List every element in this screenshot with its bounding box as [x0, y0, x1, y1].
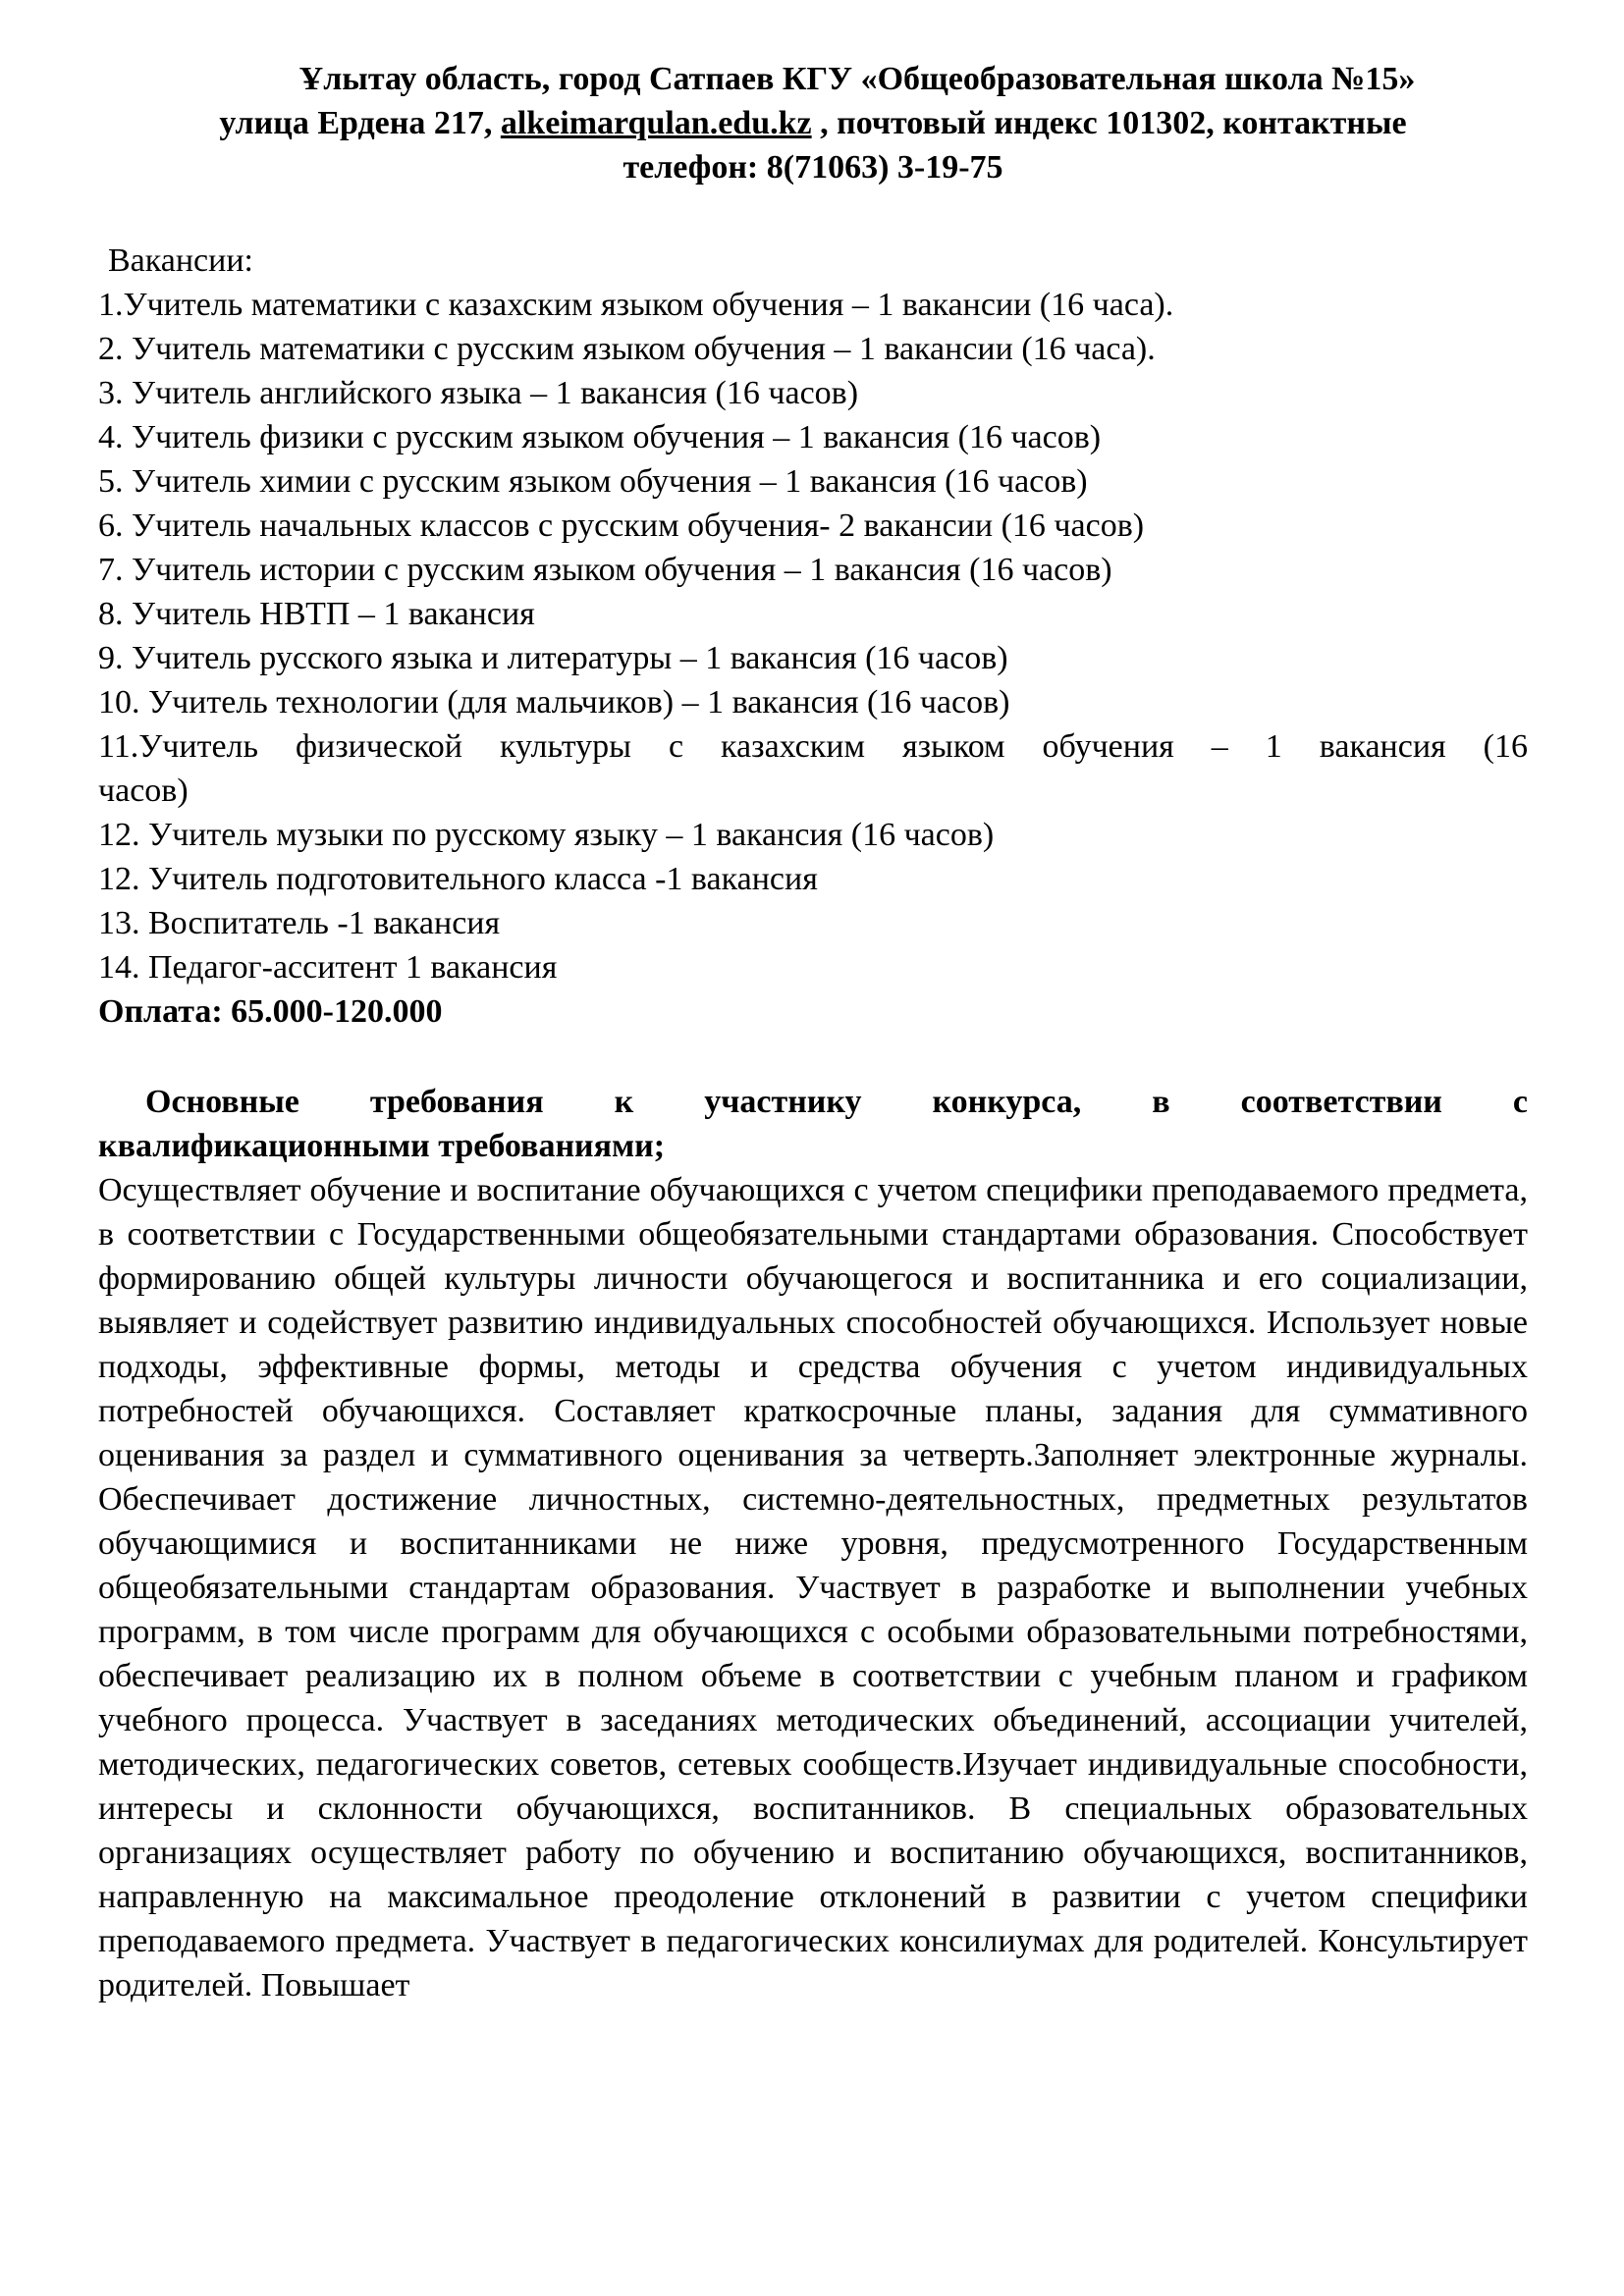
header-phone: телефон: 8(71063) 3-19-75 — [623, 149, 1003, 186]
vacancy-item: 1.Учитель математики с казахским языком обучения – 1 вакансии (16 часа). — [98, 287, 1174, 323]
requirements-heading-line-2: квалификационными требованиями; — [98, 1128, 666, 1164]
vacancy-item: 12. Учитель подготовительного класса -1 вакансия — [98, 861, 818, 897]
requirements-body: Осуществляет обучение и воспитание обучающихся с учетом специфики преподаваемого предмета, в соответствии с Государственными общеобязательными стандартами образования. Способствует формированию общей культуры личности обучающегося и воспитанника и его социализации, выявляет и содействует развитию индивидуальных способностей обучающихся. Использует новые подходы, эффективные формы, методы и средства обучения с учетом индивидуальных потребностей обучающихся. Составляет краткосрочные планы, задания для суммативного оценивания за раздел и суммативного оценивания за четверть.Заполняет электронные журналы. Обеспечивает достижение личностных, системно-деятельностных, предметных результатов обучающимися и воспитанниками не ниже уровня, предусмотренного Государственным общеобязательными стандартам образования. Участвует в разработке и выполнении учебных программ, в том числе программ для обучающихся с особыми образовательными потребностями, обеспечивает реализацию их в полном объеме в соответствии с учебным планом и графиком учебного процесса. Участвует в заседаниях методических объединений, ассоциации учителей, методических, педагогических советов, сетевых сообществ.Изучает индивидуальные способности, интересы и склонности обучающихся, воспитанников. В специальных образовательных организациях осуществляет работу по обучению и воспитанию обучающихся, воспитанников, направленную на максимальное преодоление отклонений в развитии с учетом специфики преподаваемого предмета. Участвует в педагогических консилиумах для родителей. Консультирует родителей. Повышает — [98, 1172, 1528, 2003]
vacancy-item: 10. Учитель технологии (для мальчиков) – 1 вакансия (16 часов) — [98, 684, 1010, 721]
vacancy-item: 2. Учитель математики с русским языком обучения – 1 вакансии (16 часа). — [98, 331, 1156, 367]
vacancy-item: 3. Учитель английского языка – 1 вакансия (16 часов) — [98, 375, 859, 411]
vacancy-item-continuation: часов) — [98, 773, 189, 809]
vacancy-item: 9. Учитель русского языка и литературы – 1 вакансия (16 часов) — [98, 640, 1008, 676]
requirements-heading-line-1: Основные требования к участнику конкурса, в соответствии с — [145, 1084, 1528, 1120]
pay-range: Оплата: 65.000-120.000 — [98, 993, 443, 1030]
header-address: улица Ердена 217, — [219, 105, 501, 141]
vacancy-item: 12. Учитель музыки по русскому языку – 1 вакансия (16 часов) — [98, 817, 995, 853]
vacancy-item: 6. Учитель начальных классов с русским обучения- 2 вакансии (16 часов) — [98, 507, 1145, 544]
vacancy-item: 4. Учитель физики с русским языком обучения – 1 вакансия (16 часов) — [98, 419, 1102, 455]
vacancy-item: 7. Учитель истории с русским языком обучения – 1 вакансия (16 часов) — [98, 552, 1112, 588]
school-header — [98, 57, 1528, 189]
requirements-heading — [98, 1080, 1528, 1124]
vacancy-item: 5. Учитель химии с русским языком обучения – 1 вакансия (16 часов) — [98, 463, 1088, 500]
header-line-2 — [98, 101, 1528, 145]
header-line-1: Ұлытау область, город Сатпаев КГУ «Общеобразовательная школа №15» — [298, 61, 1416, 97]
vacancy-item: 14. Педагог-асситент 1 вакансия — [98, 949, 558, 986]
header-postal: , почтовый индекс 101302, контактные — [811, 105, 1407, 141]
website-link[interactable]: alkeimarqulan.edu.kz — [500, 105, 812, 141]
vacancy-item: 8. Учитель НВТП – 1 вакансия — [98, 596, 535, 632]
vacancies-section — [98, 239, 1528, 1034]
vacancy-item: 13. Воспитатель -1 вакансия — [98, 905, 501, 941]
vacancies-title: Вакансии: — [108, 242, 253, 279]
requirements-section — [98, 1080, 1528, 2007]
vacancy-item: 11.Учитель физической культуры с казахским языком обучения – 1 вакансия (16 — [98, 728, 1528, 765]
